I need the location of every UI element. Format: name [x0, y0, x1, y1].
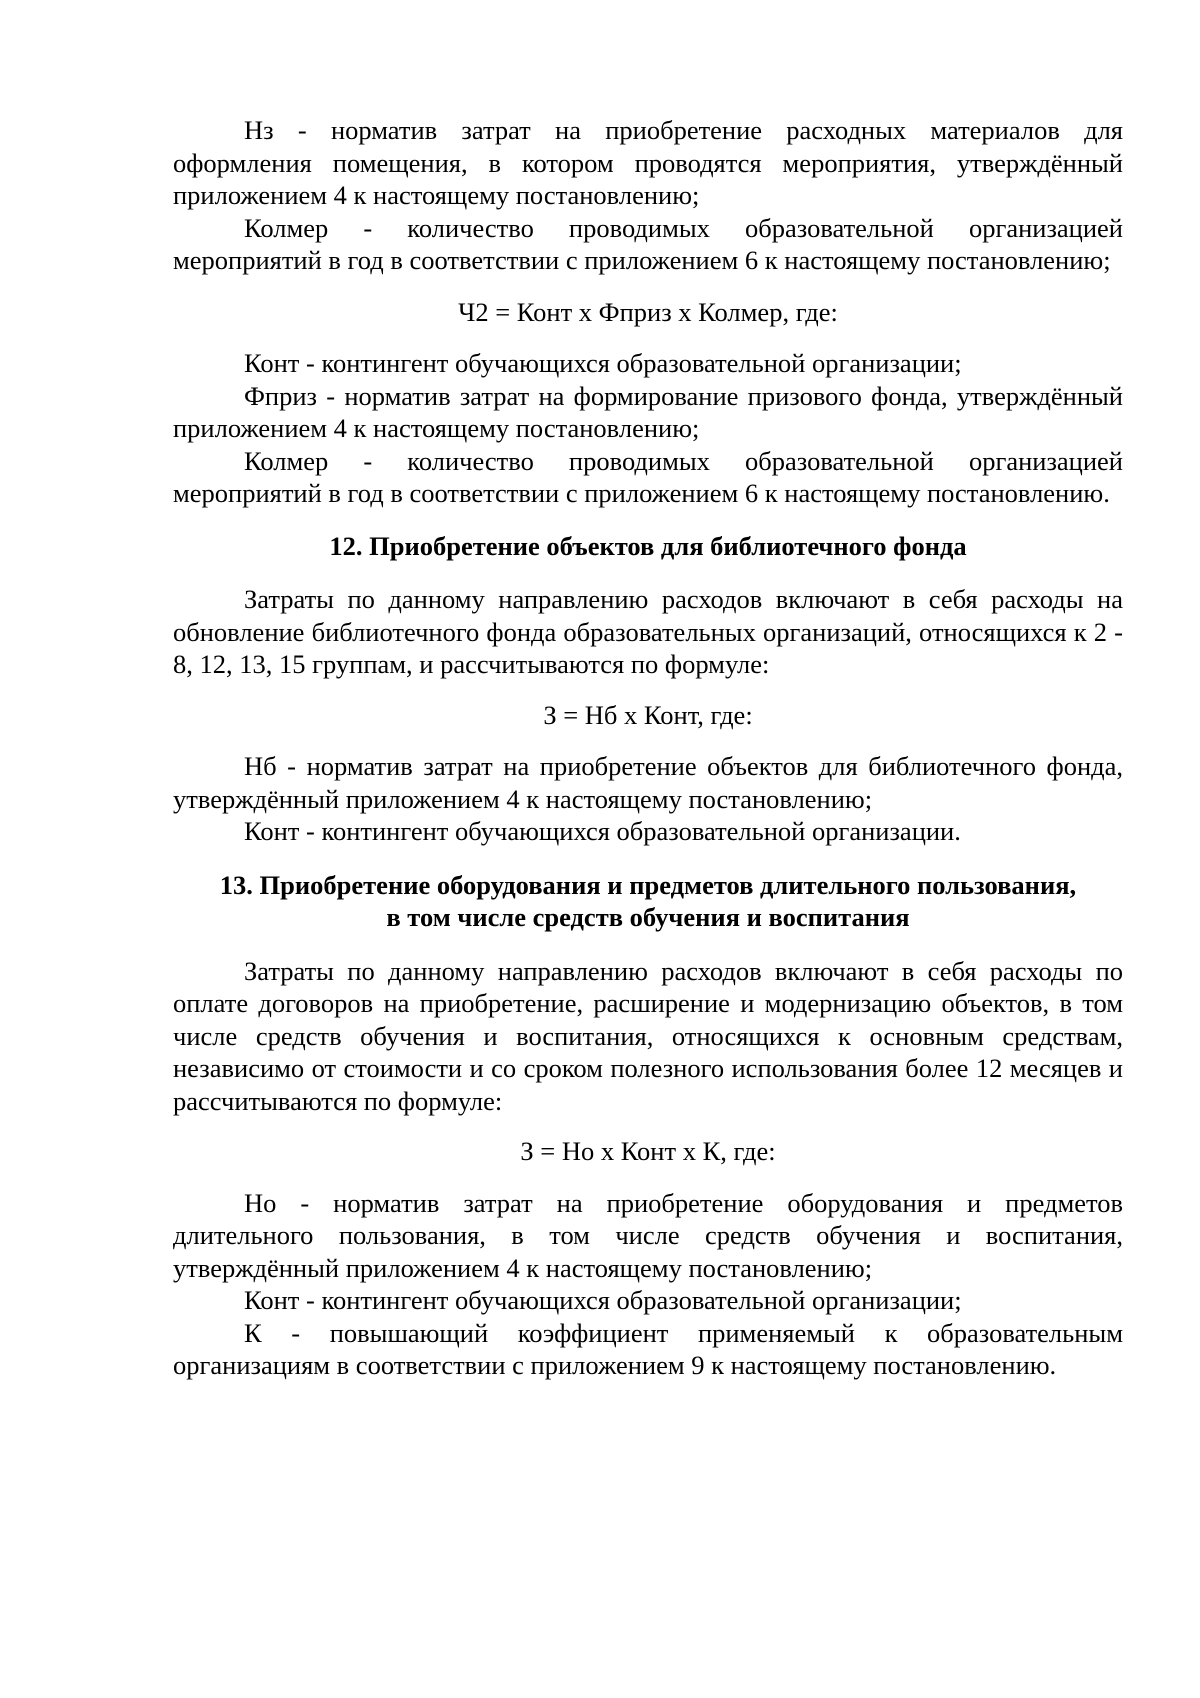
formula-equipment: З = Но х Конт х К, где:	[520, 1136, 776, 1166]
definition-nz: Нз - норматив затрат на приобретение расходных материалов для оформления помещения, в котором проводятся мероприятия, утверждённый приложением 4 к настоящему постановлению;	[173, 115, 1123, 210]
definition-k: К - повышающий коэффициент применяемый к образовательным организациям в соответствии с приложением 9 к настоящему постановлению.	[173, 1317, 1123, 1380]
section-13-heading	[173, 869, 1123, 934]
document-page	[173, 114, 1123, 1382]
definition-fpriz: Фприз - норматив затрат на формирование призового фонда, утверждённый приложением 4 к настоящему постановлению;	[173, 380, 1123, 443]
section-12-heading: 12. Приобретение объектов для библиотечного фонда	[329, 530, 967, 561]
definition-nb: Нб - норматив затрат на приобретение объектов для библиотечного фонда, утверждённый приложением 4 к настоящему постановлению;	[173, 751, 1123, 814]
definition-kolmer-2: Колмер - количество проводимых образовательной организацией мероприятий в год в соответствии с приложением 6 к настоящему постановлению.	[173, 445, 1123, 508]
definition-kont-2: Конт - контингент обучающихся образовательной организации.	[244, 816, 961, 846]
section-13-heading-line-1: 13. Приобретение оборудования и предметов длительного пользования,	[219, 869, 1077, 900]
formula-library: З = Нб х Конт, где:	[543, 699, 753, 730]
definition-kolmer: Колмер - количество проводимых образовательной организацией мероприятий в год в соответствии с приложением 6 к настоящему постановлению;	[173, 212, 1123, 275]
definition-kont-3: Конт - контингент обучающихся образовательной организации;	[244, 1285, 962, 1315]
section-13-intro: Затраты по данному направлению расходов включают в себя расходы по оплате договоров на приобретение, расширение и модернизацию объектов, в том числе средств обучения и воспитания, относящихся к основным средствам, независимо от стоимости и со сроком полезного использования более 12 месяцев и рассчитываются по формуле:	[173, 955, 1123, 1116]
definition-no: Но - норматив затрат на приобретение оборудования и предметов длительного пользования, в том числе средств обучения и воспитания, утверждённый приложением 4 к настоящему постановлению;	[173, 1187, 1123, 1283]
section-13-heading-line-2: в том числе средств обучения и воспитания	[386, 902, 910, 932]
section-12-intro: Затраты по данному направлению расходов включают в себя расходы на обновление библиотечного фонда образовательных организаций, относящихся к 2 - 8, 12, 13, 15 группам, и рассчитываются по формуле:	[173, 584, 1123, 679]
definition-kont: Конт - контингент обучающихся образовательной организации;	[244, 348, 962, 378]
formula-ch2: Ч2 = Конт х Фприз х Колмер, где:	[458, 296, 838, 327]
